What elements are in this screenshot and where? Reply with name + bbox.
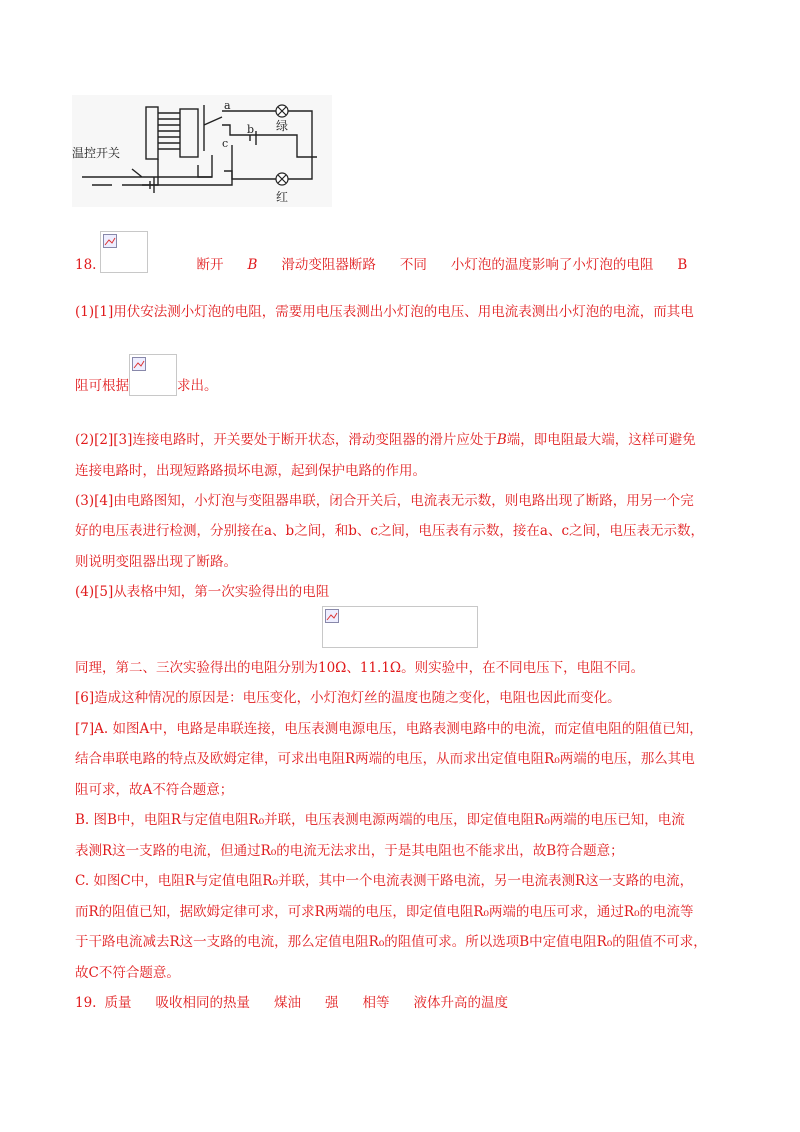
q19-answer-2: 吸收相同的热量 bbox=[155, 995, 250, 1011]
broken-image-icon bbox=[103, 234, 117, 248]
formula-placeholder-image bbox=[129, 354, 177, 396]
q18-answer-5: 小灯泡的温度影响了小灯泡的电阻 bbox=[450, 257, 654, 273]
explanation-2b: 连接电路时，出现短路路损坏电源，起到保护电路的作用。 bbox=[75, 463, 426, 479]
explanation-6: [6]造成这种情况的原因是：电压变化，小灯泡灯丝的温度也随之变化，电阻也因此而变化。 bbox=[75, 690, 621, 706]
q19-answer-line bbox=[75, 994, 508, 1012]
switch-label: 温控开关 bbox=[72, 146, 121, 160]
explanation-1b-prefix: 阻可根据 bbox=[75, 378, 129, 394]
explanation-1a: (1)[1]用伏安法测小灯泡的电阻，需要用电压表测出小灯泡的电压、用电流表测出小灯泡的电流，而其电 bbox=[75, 304, 694, 320]
explanation-9c: 于干路电流减去R这一支路的电流，那么定值电阻R₀的阻值可求。所以选项B中定值电阻R₀的阻值不可求， bbox=[75, 934, 707, 950]
q18-answer-line bbox=[75, 256, 687, 274]
explanation-1b-suffix: 求出。 bbox=[177, 378, 218, 394]
explanation-9a: C. 如图C中，电阻R与定值电阻R₀并联，其中一个电流表测干路电流，另一电流表测R这一支路的电流， bbox=[75, 873, 694, 889]
circuit-diagram bbox=[72, 95, 332, 207]
q18-answer-2: B bbox=[247, 257, 258, 273]
explanation-8b: 表测R这一支路的电流，但通过R₀的电流无法求出，于是其电阻也不能求出，故B符合题意； bbox=[75, 843, 624, 859]
explanation-5: 同理，第二、三次实验得出的电阻分别为10Ω、11.1Ω。则实验中，在不同电压下，电阻不同。 bbox=[75, 660, 645, 676]
green-lamp-label: 绿 bbox=[276, 119, 289, 133]
red-lamp-label: 红 bbox=[276, 190, 289, 204]
explanation-9d: 故C不符合题意。 bbox=[75, 965, 180, 981]
explanation-7b: 结合串联电路的特点及欧姆定律，可求出电阻R两端的电压，从而求出定值电阻R₀两端的电压，那么其电 bbox=[75, 751, 695, 767]
explanation-2a bbox=[75, 431, 696, 449]
q18-number: 18. bbox=[75, 257, 97, 273]
q19-answer-4: 强 bbox=[324, 995, 339, 1011]
q19-answer-3: 煤油 bbox=[273, 995, 301, 1011]
q19-answer-6: 液体升高的温度 bbox=[413, 995, 508, 1011]
broken-image-icon bbox=[132, 357, 146, 371]
node-a-label: a bbox=[224, 99, 231, 112]
q18-answer-4: 不同 bbox=[399, 257, 427, 273]
q18-answer-1: 断开 bbox=[196, 257, 224, 273]
explanation-7a: [7]A. 如图A中，电路是串联连接，电压表测电源电压，电路表测电路中的电流，而定值电阻的阻值已知， bbox=[75, 721, 703, 737]
q18-answer-3: 滑动变阻器断路 bbox=[281, 257, 376, 273]
q18-answer-6: B bbox=[677, 257, 688, 273]
formula-placeholder-image bbox=[322, 606, 478, 648]
q19-answer-5: 相等 bbox=[362, 995, 390, 1011]
q19-answer-1: 质量 bbox=[104, 995, 132, 1011]
explanation-2a-b: B bbox=[496, 432, 507, 448]
explanation-3a: (3)[4]由电路图知，小灯泡与变阻器串联，闭合开关后，电流表无示数，则电路出现了断路，用另一个完 bbox=[75, 493, 694, 509]
explanation-9b: 而R的阻值已知，据欧姆定律可求，可求R两端的电压，即定值电阻R₀两端的电压可求，通过R₀的电流等 bbox=[75, 904, 694, 920]
explanation-8a: B. 图B中，电阻R与定值电阻R₀并联，电压表测电源两端的电压，即定值电阻R₀两端的电压已知，电流 bbox=[75, 812, 685, 828]
explanation-4: (4)[5]从表格中知，第一次实验得出的电阻 bbox=[75, 584, 330, 600]
explanation-2a-part2: 端，即电阻最大端，这样可避免 bbox=[506, 432, 696, 448]
node-b-label: b bbox=[247, 123, 255, 136]
explanation-7c: 阻可求，故A不符合题意； bbox=[75, 782, 234, 798]
node-c-label: c bbox=[222, 137, 229, 150]
broken-image-icon bbox=[325, 609, 339, 623]
q19-number: 19. bbox=[75, 995, 97, 1011]
explanation-3c: 则说明变阻器出现了断路。 bbox=[75, 554, 237, 570]
explanation-3b: 好的电压表进行检测，分别接在a、b之间，和b、c之间，电压表有示数，接在a、c之间，电压表无示数， bbox=[75, 523, 705, 539]
explanation-2a-part1: (2)[2][3]连接电路时，开关要处于断开状态，滑动变阻器的滑片应处于 bbox=[75, 432, 497, 448]
